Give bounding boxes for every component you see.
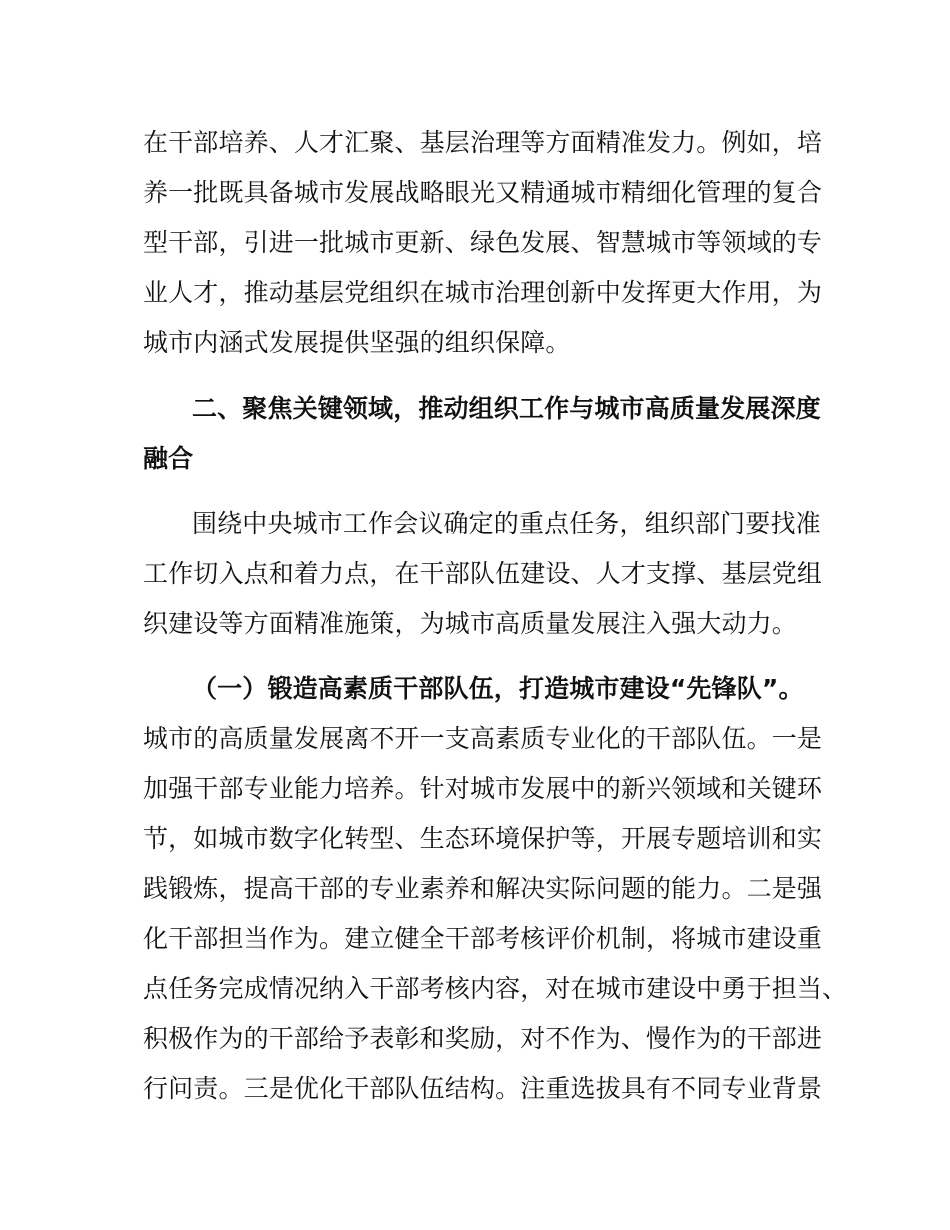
section-heading-continued: 融合 [143, 444, 194, 473]
body-text-line: 型干部，引进一批城市更新、绿色发展、智慧城市等领域的专 [143, 228, 823, 257]
body-text-line: 化干部担当作为。建立健全干部考核评价机制，将城市建设重 [143, 924, 823, 953]
body-text-line: 工作切入点和着力点，在干部队伍建设、人才支撑、基层党组 [143, 559, 823, 588]
body-text-line: 围绕中央城市工作会议确定的重点任务，组织部门要找准 [192, 509, 821, 538]
section-heading: 二、聚焦关键领域，推动组织工作与城市高质量发展深度 [192, 394, 821, 423]
body-text-line: 织建设等方面精准施策，为城市高质量发展注入强大动力。 [143, 609, 797, 638]
body-text-line: 城市内涵式发展提供坚强的组织保障。 [143, 328, 571, 357]
subsection-heading: （一）锻造高素质干部队伍，打造城市建设“先锋队”。 [192, 674, 804, 703]
body-text-line: 养一批既具备城市发展战略眼光又精通城市精细化管理的复合 [143, 178, 823, 207]
body-text-line: 业人才，推动基层党组织在城市治理创新中发挥更大作用，为 [143, 278, 823, 307]
body-text-line: 行问责。三是优化干部队伍结构。注重选拔具有不同专业背景 [143, 1074, 823, 1103]
body-text-line: 节，如城市数字化转型、生态环境保护等，开展专题培训和实 [143, 824, 823, 853]
body-text-line: 加强干部专业能力培养。针对城市发展中的新兴领域和关键环 [143, 774, 823, 803]
body-text-line: 积极作为的干部给予表彰和奖励，对不作为、慢作为的干部进 [143, 1024, 823, 1053]
body-text-line: 点任务完成情况纳入干部考核内容，对在城市建设中勇于担当、 [143, 974, 848, 1003]
body-text-line: 城市的高质量发展离不开一支高素质专业化的干部队伍。一是 [143, 724, 823, 753]
body-text-line: 践锻炼，提高干部的专业素养和解决实际问题的能力。二是强 [143, 874, 823, 903]
body-text-line: 在干部培养、人才汇聚、基层治理等方面精准发力。例如，培 [143, 128, 823, 157]
